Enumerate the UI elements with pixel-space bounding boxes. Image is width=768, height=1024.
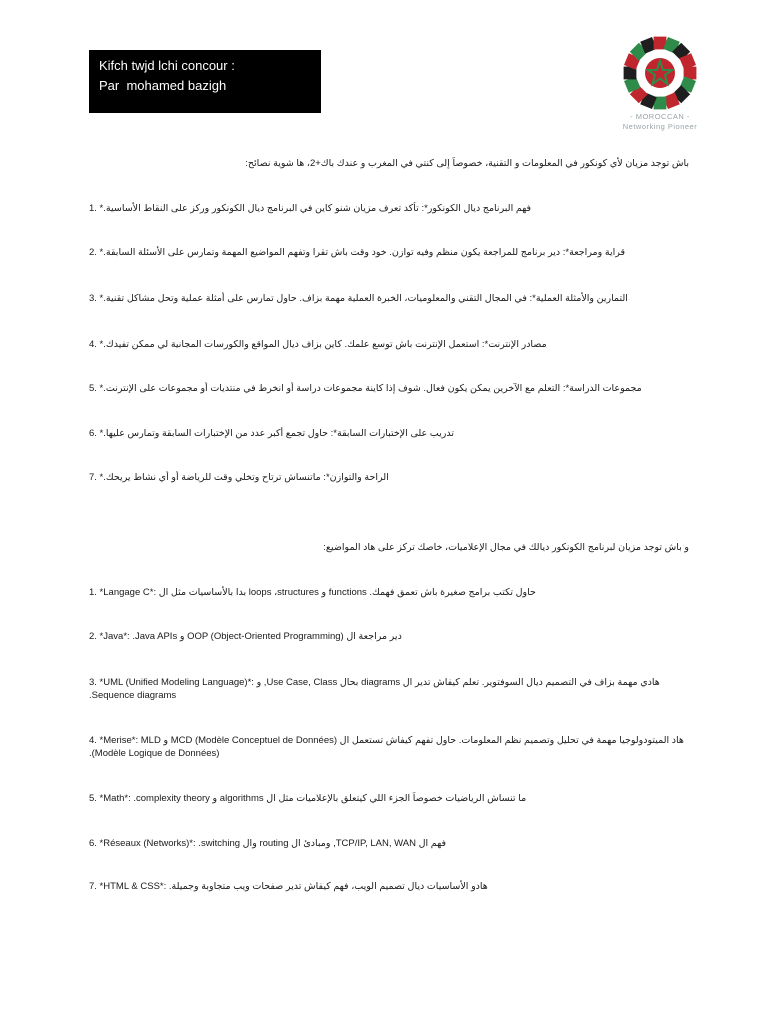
topic-label: 5. *Math*: <box>89 793 131 804</box>
tip-text: مصادر الإنترنت*: استعمل الإنترنت باش توسع علمك. كاين بزاف ديال المواقع والكورسات المجانية لي ممكن تفيدك. <box>103 339 547 350</box>
topic-item <box>89 586 689 599</box>
tip-item <box>89 292 689 305</box>
tip-number: 6. * <box>89 428 104 439</box>
topic-text: هادي مهمة بزاف في التصميم ديال السوفتوير. تعلم كيفاش تدير ال diagrams بحال Use Case, Class, و Sequence diagrams. <box>89 677 660 701</box>
intro-text: باش توجد مزيان لأي كونكور في المعلومات و التقنية، خصوصاً إلى كنتي في المغرب و عندك باك+2، ها شوية نصائح: <box>245 158 689 169</box>
tip-item <box>89 471 689 484</box>
tip-text: مجموعات الدراسة*: التعلم مع الآخرين يمكن يكون فعال. شوف إذا كاينة مجموعات دراسة أو انخرط في منتديات أو مجموعات على الإنترنت. <box>103 383 642 394</box>
title-box <box>89 50 321 113</box>
topic-label: 1. *Langage C*: <box>89 587 157 598</box>
topic-item <box>89 734 689 760</box>
topic-item <box>89 880 689 893</box>
tip-text: التمارين والأمثلة العملية*: في المجال التقني والمعلوميات، الخبرة العملية مهمة بزاف. حاول تمارس على أمثلة عملية وتحل مشاكل تقنية. <box>103 293 628 304</box>
topic-item <box>89 837 689 850</box>
topic-label: 2. *Java*: <box>89 631 130 642</box>
logo-caption: - MOROCCAN - Networking Pioneer <box>622 112 698 131</box>
topic-text: هاد الميتودولوجيا مهمة في تحليل وتصميم نظم المعلومات. حاول تفهم كيفاش تستعمل ال MCD (Modèle Conceptuel de Données) و MLD (Modèle Logique de Données). <box>89 735 684 759</box>
topic-item <box>89 792 689 805</box>
topic-text: حاول تكتب برامج صغيرة باش تعمق فهمك. functions و loops ،structures بدا بالأساسيات مثل ال <box>158 587 536 598</box>
tip-number: 7. * <box>89 472 104 483</box>
topic-item <box>89 676 689 702</box>
topic-text: فهم ال TCP/IP, LAN, WAN, ومبادئ ال routing وال switching. <box>198 838 447 849</box>
tip-item <box>89 246 689 259</box>
tip-text: الراحة والتوازن*: ماتنساش ترتاح وتخلي وقت للرياضة أو أي نشاط يريحك. <box>103 472 389 483</box>
tip-text: تدريب على الإختبارات السابقة*: حاول تجمع أكبر عدد من الإختبارات السابقة وتمارس عليها. <box>103 428 455 439</box>
tip-text: قراية ومراجعة*: دير برنامج للمراجعة يكون منظم وفيه توازن. خود وقت باش تقرا وتفهم المواضيع المهمة وتمارس على الأسئلة السابقة. <box>103 247 626 258</box>
tip-item <box>89 382 689 395</box>
topic-text: دير مراجعة ال OOP (Object-Oriented Programming) و Java APIs. <box>132 631 402 642</box>
topic-text: هادو الأساسيات ديال تصميم الويب، فهم كيفاش تدير صفحات ويب متجاوبة وجميلة. <box>168 881 488 892</box>
tip-text: فهم البرنامج ديال الكونكور*: تأكد تعرف مزيان شنو كاين في البرنامج ديال الكونكور وركز على النقاط الأساسية. <box>103 203 532 214</box>
document-author: Par mohamed bazigh <box>99 78 227 94</box>
tip-number: 3. * <box>89 293 104 304</box>
tip-number: 4. * <box>89 339 104 350</box>
topic-label: 7. *HTML & CSS*: <box>89 881 167 892</box>
topic-item <box>89 630 689 643</box>
topic-label: 4. *Merise*: <box>89 735 139 746</box>
tip-number: 2. * <box>89 247 104 258</box>
tip-number: 5. * <box>89 383 104 394</box>
topic-label: 3. *UML (Unified Modeling Language)*: <box>89 677 254 688</box>
tip-item <box>89 202 689 215</box>
tip-number: 1. * <box>89 203 104 214</box>
document-title: Kifch twjd lchi concour : <box>99 58 235 73</box>
tip-item <box>89 427 689 440</box>
section2-intro: و باش توجد مزيان لبرنامج الكونكور ديالك في مجال الإعلاميات، خاصك تركز على هاد المواضيع: <box>323 542 689 553</box>
topic-label: 6. *Réseaux (Networks)*: <box>89 838 196 849</box>
tip-item <box>89 338 689 351</box>
topic-text: ما تنساش الرياضيات خصوصاً الجزء اللي كيتعلق بالإعلاميات مثل ال algorithms و complexity theory. <box>133 793 527 804</box>
